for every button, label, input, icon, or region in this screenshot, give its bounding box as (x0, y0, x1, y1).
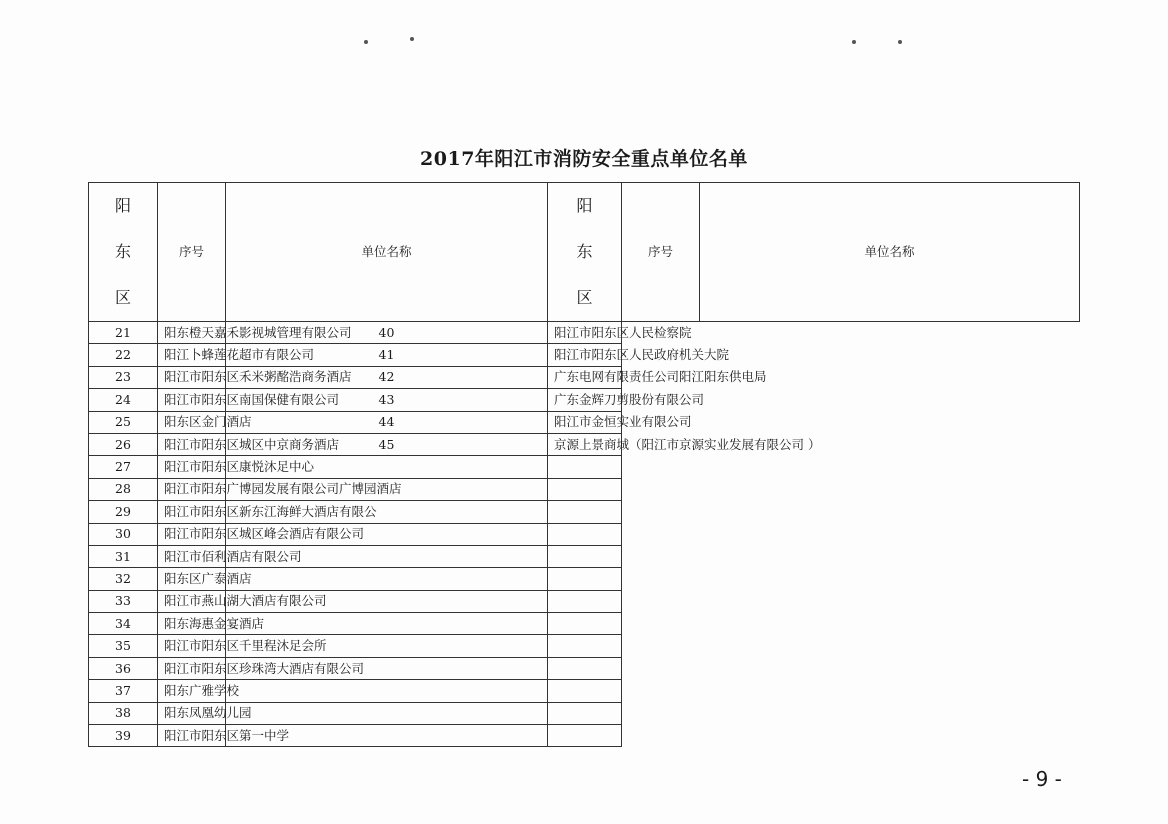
left-unit-name-cell: 阳江市阳东区城区中京商务酒店 (158, 433, 226, 455)
table-row (89, 322, 1080, 344)
table-row (89, 411, 1080, 433)
left-seq-cell: 35 (89, 635, 158, 657)
right-unit-name-cell (548, 635, 622, 657)
left-unit-name-cell: 阳东凤凰幼儿园 (158, 702, 226, 724)
page-number: - 9 - (1022, 767, 1062, 791)
left-seq-cell: 33 (89, 590, 158, 612)
left-seq-cell: 31 (89, 545, 158, 567)
right-unit-name-cell (548, 456, 622, 478)
table-row (89, 613, 1080, 635)
left-unit-name-cell: 阳江市燕山湖大酒店有限公司 (158, 590, 226, 612)
table-row (89, 725, 1080, 747)
right-seq-cell: 40 (226, 322, 548, 344)
table-row (89, 635, 1080, 657)
right-unit-name-cell (548, 545, 622, 567)
left-unit-name-cell: 阳东海惠金宴酒店 (158, 613, 226, 635)
right-seq-cell (226, 702, 548, 724)
document-title: 2017年阳江市消防安全重点单位名单 (420, 148, 748, 170)
left-unit-name-cell: 阳江市阳东区康悦沐足中心 (158, 456, 226, 478)
left-unit-name-cell: 阳江市阳东区珍珠湾大酒店有限公司 (158, 657, 226, 679)
left-seq-cell: 22 (89, 344, 158, 366)
left-unit-name-cell: 阳江市佰利酒店有限公司 (158, 545, 226, 567)
table-row (89, 568, 1080, 590)
table-header-row (89, 183, 1080, 322)
right-district-cell (548, 183, 622, 322)
table-row (89, 523, 1080, 545)
header-unit-left: 单位名称 (226, 183, 548, 322)
left-seq-cell: 27 (89, 456, 158, 478)
left-seq-cell: 21 (89, 322, 158, 344)
right-unit-name-cell (548, 590, 622, 612)
right-district-char: 阳 (576, 196, 593, 215)
left-unit-name-cell: 阳东橙天嘉禾影视城管理有限公司 (158, 322, 226, 344)
table-row (89, 433, 1080, 455)
left-seq-cell: 30 (89, 523, 158, 545)
left-unit-name-cell: 阳江市阳东区第一中学 (158, 725, 226, 747)
table-row (89, 389, 1080, 411)
left-seq-cell: 29 (89, 501, 158, 523)
left-unit-name-cell: 阳江卜蜂莲花超市有限公司 (158, 344, 226, 366)
right-seq-cell (226, 613, 548, 635)
table-row (89, 478, 1080, 500)
left-unit-name-cell: 阳江市阳东区禾米粥酩浩商务酒店 (158, 366, 226, 388)
right-unit-name-cell (548, 702, 622, 724)
left-unit-name-cell: 阳江市阳东区新东江海鲜大酒店有限公 (158, 501, 226, 523)
right-seq-cell (226, 680, 548, 702)
right-seq-cell: 42 (226, 366, 548, 388)
left-district-char: 阳 (114, 196, 131, 215)
table-row (89, 366, 1080, 388)
scan-mark (852, 40, 856, 44)
fire-safety-unit-table (88, 182, 1080, 747)
right-seq-cell: 43 (226, 389, 548, 411)
left-seq-cell: 25 (89, 411, 158, 433)
left-unit-name-cell: 阳江市阳东区南国保健有限公司 (158, 389, 226, 411)
right-unit-name-cell (548, 523, 622, 545)
table-row (89, 702, 1080, 724)
table-row (89, 657, 1080, 679)
right-seq-cell (226, 568, 548, 590)
right-unit-name-cell (548, 680, 622, 702)
table-row (89, 456, 1080, 478)
table-row (89, 501, 1080, 523)
right-unit-name-cell: 阳江市阳东区人民检察院 (548, 322, 622, 344)
left-seq-cell: 23 (89, 366, 158, 388)
scan-mark (410, 37, 414, 41)
right-district-char: 东 (576, 242, 593, 261)
right-unit-name-cell: 阳江市阳东区人民政府机关大院 (548, 344, 622, 366)
right-unit-name-cell (548, 725, 622, 747)
right-unit-name-cell (548, 613, 622, 635)
left-unit-name-cell: 阳东区金门酒店 (158, 411, 226, 433)
right-seq-cell: 45 (226, 433, 548, 455)
left-district-char: 东 (114, 242, 131, 261)
left-seq-cell: 32 (89, 568, 158, 590)
right-unit-name-cell: 广东电网有限责任公司阳江阳东供电局 (548, 366, 622, 388)
header-unit-right: 单位名称 (700, 183, 1080, 322)
left-seq-cell: 24 (89, 389, 158, 411)
table-row (89, 590, 1080, 612)
left-unit-name-cell: 阳江市阳东区城区峰会酒店有限公司 (158, 523, 226, 545)
left-unit-name-cell: 阳东区广泰酒店 (158, 568, 226, 590)
left-district-cell (89, 183, 158, 322)
left-unit-name-cell: 阳江市阳东区千里程沐足会所 (158, 635, 226, 657)
header-seq-left: 序号 (158, 183, 226, 322)
scan-mark (364, 40, 368, 44)
right-unit-name-cell (548, 657, 622, 679)
table-row (89, 344, 1080, 366)
right-unit-name-cell (548, 568, 622, 590)
scan-mark (898, 40, 902, 44)
header-seq-right: 序号 (622, 183, 700, 322)
left-seq-cell: 28 (89, 478, 158, 500)
table-row (89, 680, 1080, 702)
right-seq-cell: 41 (226, 344, 548, 366)
left-seq-cell: 39 (89, 725, 158, 747)
right-unit-name-cell (548, 478, 622, 500)
left-seq-cell: 38 (89, 702, 158, 724)
right-seq-cell: 44 (226, 411, 548, 433)
right-unit-name-cell: 广东金辉刀剪股份有限公司 (548, 389, 622, 411)
left-unit-name-cell: 阳江市阳东广博园发展有限公司广博园酒店 (158, 478, 226, 500)
right-unit-name-cell: 阳江市金恒实业有限公司 (548, 411, 622, 433)
left-district-char: 区 (114, 288, 131, 307)
right-district-char: 区 (576, 288, 593, 307)
left-seq-cell: 36 (89, 657, 158, 679)
left-seq-cell: 34 (89, 613, 158, 635)
left-seq-cell: 37 (89, 680, 158, 702)
right-unit-name-cell: 京源上景商城（阳江市京源实业发展有限公司 ） (548, 433, 622, 455)
left-unit-name-cell: 阳东广雅学校 (158, 680, 226, 702)
right-unit-name-cell (548, 501, 622, 523)
left-seq-cell: 26 (89, 433, 158, 455)
table-row (89, 545, 1080, 567)
